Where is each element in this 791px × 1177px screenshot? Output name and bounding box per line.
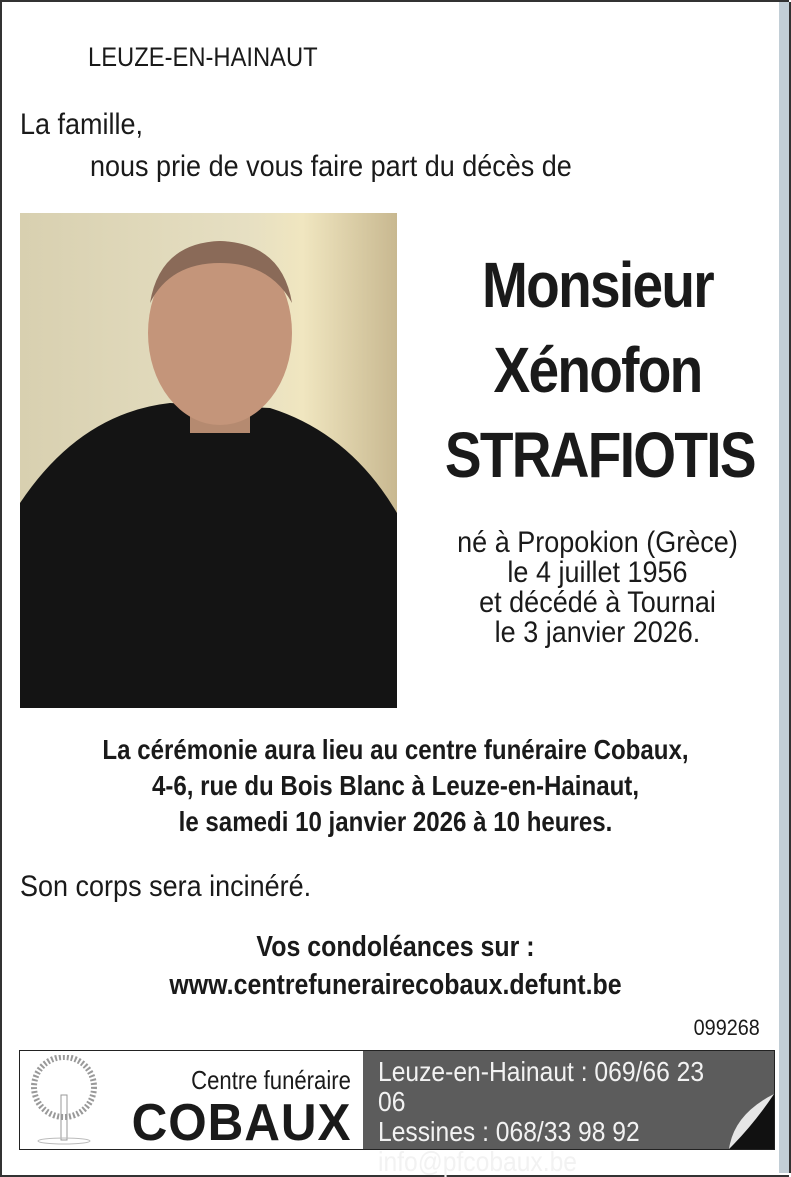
cremation-note: Son corps sera incinéré. — [20, 870, 312, 903]
portrait-photo — [20, 213, 397, 708]
contact-leuze: Leuze-en-Hainaut : 069/66 23 06 — [378, 1056, 705, 1117]
ceremony-info — [55, 732, 735, 840]
detail-line: né à Propokion (Grèce) — [457, 526, 738, 559]
deceased-first-name: Xénofon — [493, 334, 702, 406]
tree-icon — [24, 1055, 104, 1145]
contact-lessines: Lessines : 068/33 98 92 — [378, 1116, 640, 1147]
condolences-url[interactable]: www.centrefunerairecobaux.defunt.be — [169, 969, 622, 1001]
contact-email[interactable]: info@pfcobaux.be — [378, 1146, 578, 1177]
birth-death-details — [438, 528, 758, 648]
banner-brand: COBAUX — [131, 1094, 351, 1152]
intro-text: nous prie de vous faire part du décès de — [90, 150, 572, 183]
intro-family: La famille, — [20, 108, 144, 141]
ceremony-line: La cérémonie aura lieu au centre funéraire Cobaux, — [102, 734, 689, 765]
banner-logo-area — [20, 1051, 363, 1152]
detail-line: le 4 juillet 1956 — [507, 556, 688, 589]
detail-line: et décédé à Tournai — [479, 586, 716, 619]
ceremony-line: le samedi 10 janvier 2026 à 10 heures. — [178, 806, 613, 837]
condolences-label: Vos condoléances sur : — [256, 931, 535, 963]
deceased-last-name: STRAFIOTIS — [444, 419, 755, 491]
page-curl-icon — [729, 1094, 774, 1149]
banner-contacts — [363, 1051, 774, 1177]
detail-line: le 3 janvier 2026. — [494, 616, 701, 649]
condolences — [55, 928, 735, 1004]
right-edge-strip — [779, 2, 791, 1173]
banner-subtitle: Centre funéraire — [191, 1065, 351, 1095]
funeral-home-banner — [19, 1050, 775, 1177]
deceased-title: Monsieur — [482, 249, 713, 321]
reference-number: 099268 — [693, 1015, 760, 1040]
ceremony-line: 4-6, rue du Bois Blanc à Leuze-en-Hainaut, — [151, 770, 640, 801]
city-heading: LEUZE-EN-HAINAUT — [88, 42, 318, 72]
